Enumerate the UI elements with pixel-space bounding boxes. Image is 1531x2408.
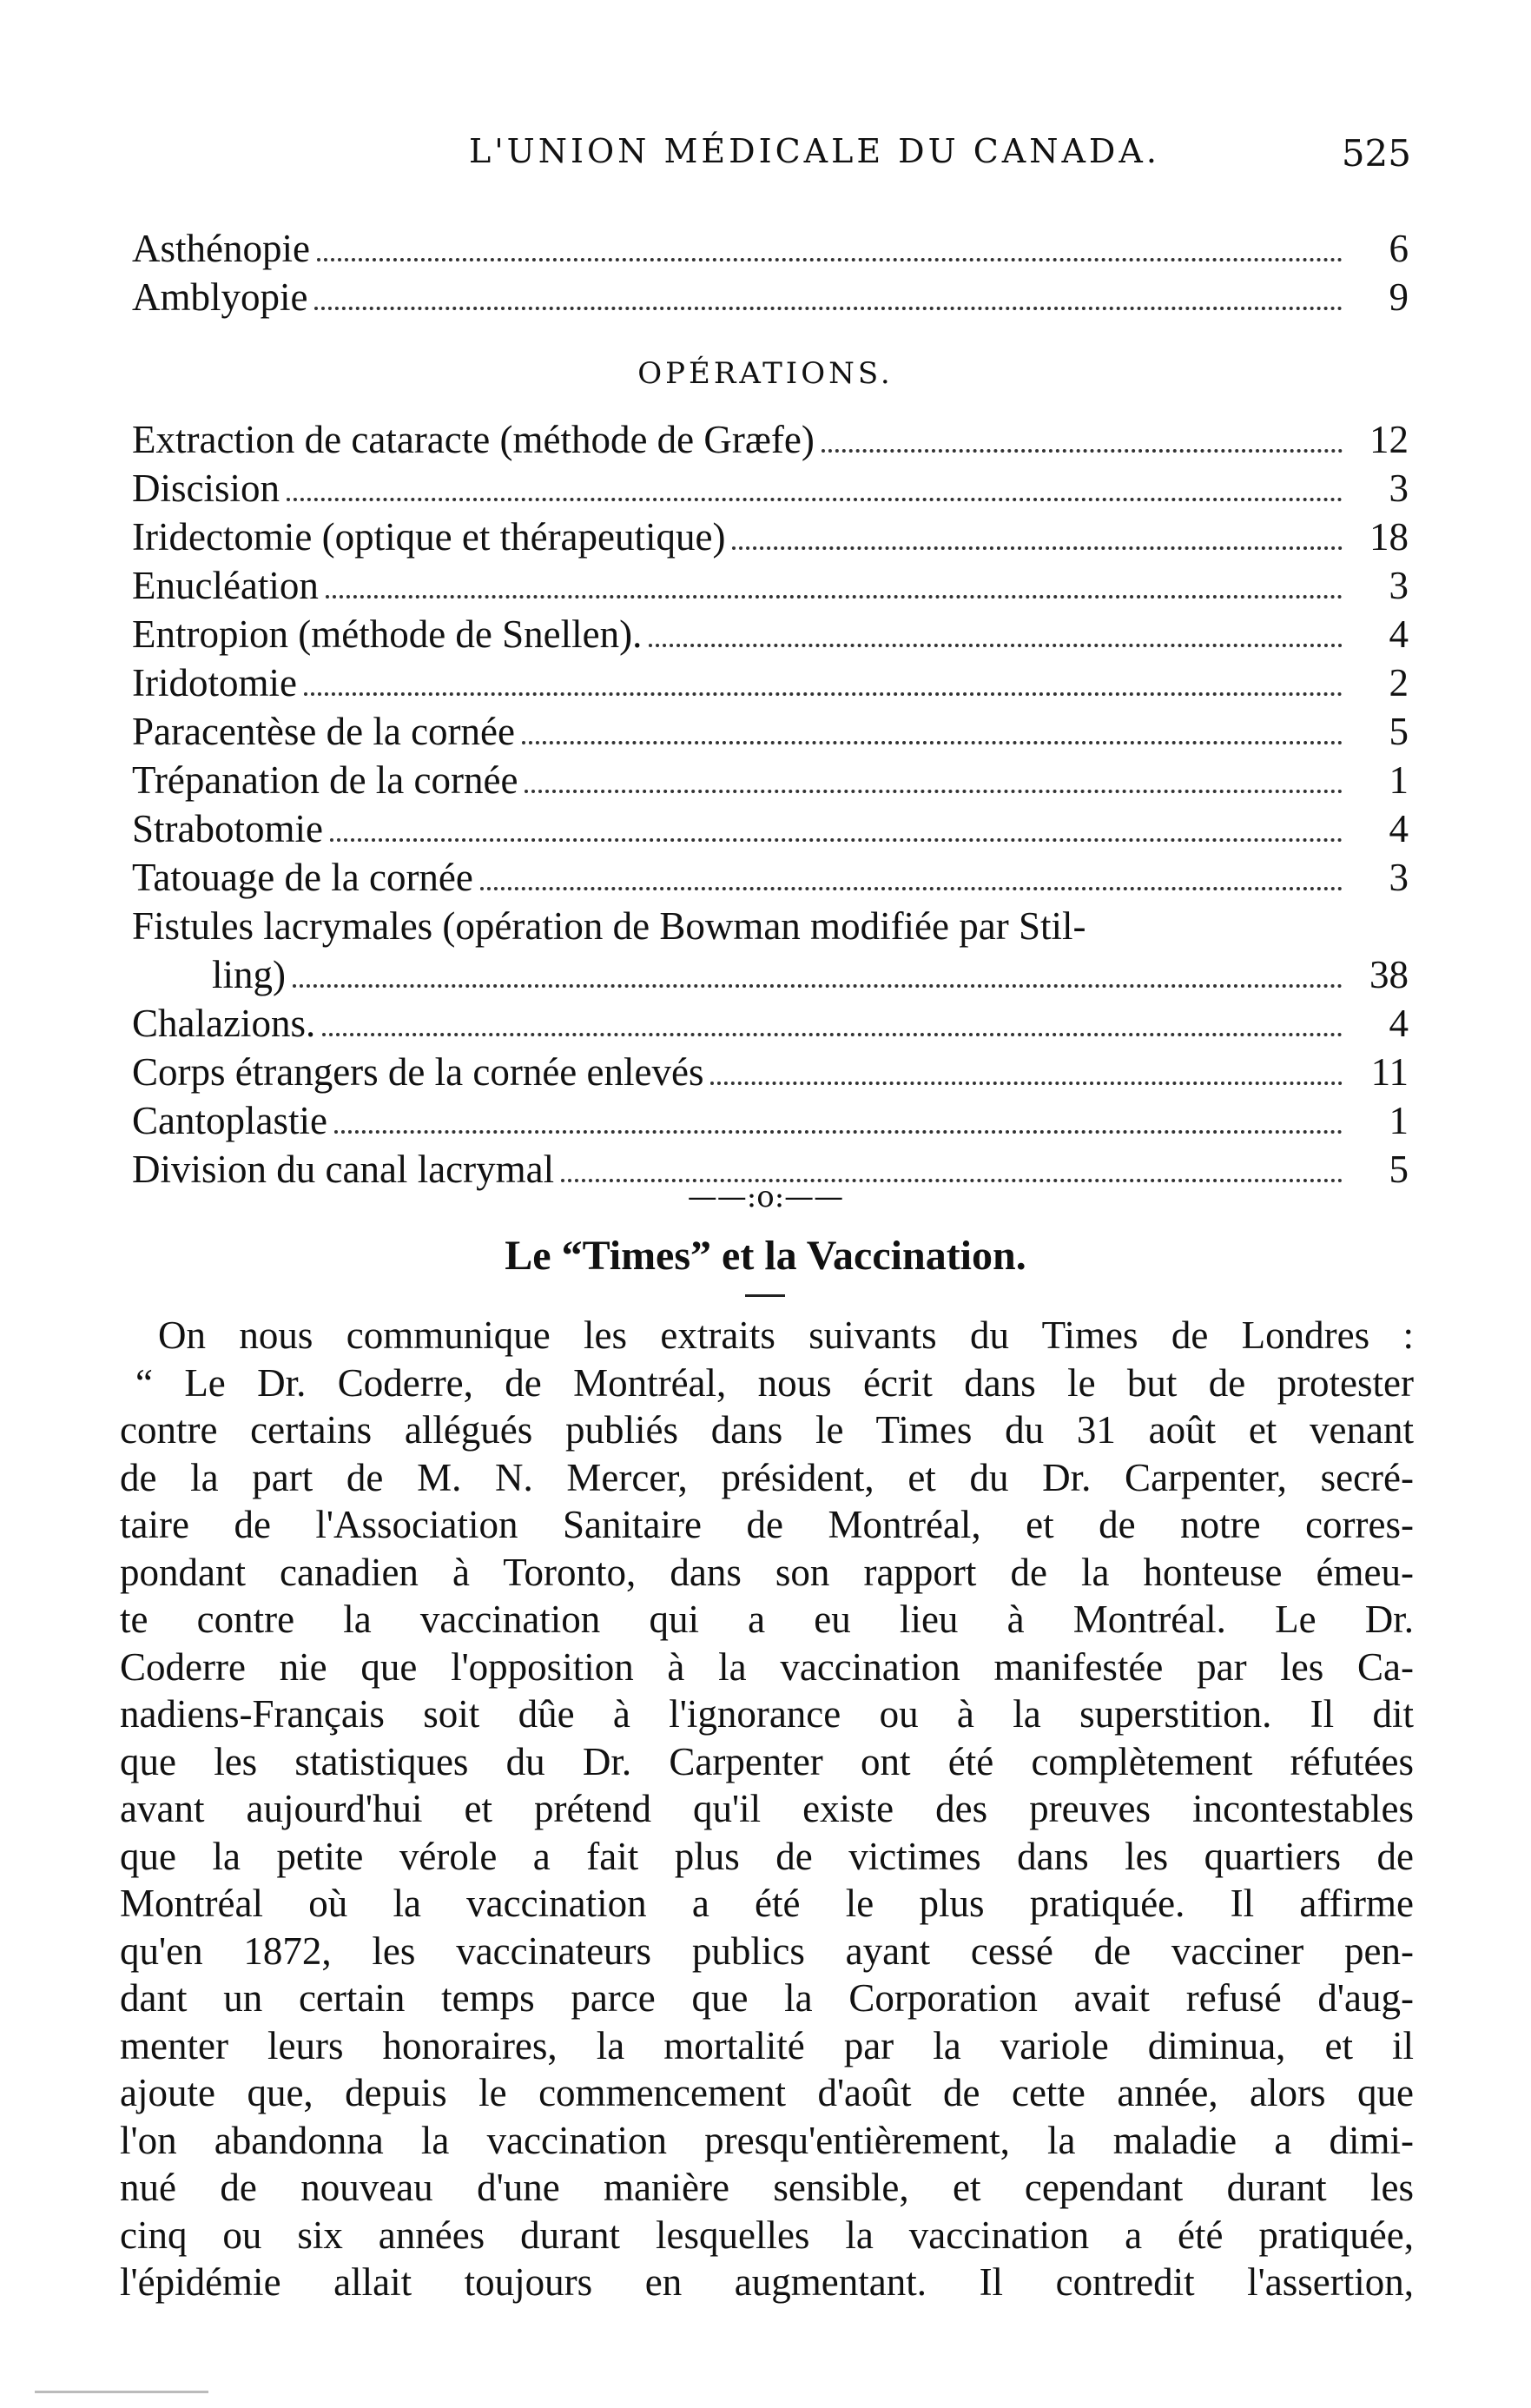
dot-leader xyxy=(522,741,1343,744)
entry-count: 12 xyxy=(1369,418,1409,461)
text-line: Montréal où la vaccination a été le plus pratiquée. Il affirme xyxy=(120,1882,1414,1925)
dot-leader xyxy=(822,449,1343,453)
entry-count: 1 xyxy=(1389,758,1409,802)
list-item xyxy=(132,804,1409,853)
list-item xyxy=(132,1048,1409,1096)
article-body xyxy=(120,1312,1414,2306)
dot-leader xyxy=(334,1130,1343,1134)
entry-label: Corps étrangers de la cornée enlevés xyxy=(132,1050,704,1094)
entry-label: Chalazions. xyxy=(132,1002,316,1045)
text-line: dant un certain temps parce que la Corporation avait refusé d'aug- xyxy=(120,1976,1414,2020)
dot-leader xyxy=(326,595,1343,599)
text-line: avant aujourd'hui et prétend qu'il existe des preuves incontestables xyxy=(120,1787,1414,1830)
list-item xyxy=(132,513,1409,561)
entry-count: 3 xyxy=(1389,466,1409,510)
text-line: qu'en 1872, les vaccinateurs publics ayant cessé de vacciner pen- xyxy=(120,1928,1414,1973)
list-item xyxy=(132,224,1409,273)
entry-label: Tatouage de la cornée xyxy=(132,856,473,899)
list-item-continuation xyxy=(132,950,1409,999)
text-line: pondant canadien à Toronto, dans son rapport de la honteuse émeu- xyxy=(120,1550,1414,1594)
text-line: taire de l'Association Sanitaire de Montréal, et de notre corres- xyxy=(120,1503,1414,1546)
entry-count: 6 xyxy=(1389,227,1409,270)
dot-leader xyxy=(732,546,1343,550)
entry-label: Cantoplastie xyxy=(132,1099,327,1142)
dot-leader xyxy=(330,838,1343,842)
entry-count: 4 xyxy=(1389,1002,1409,1045)
list-item xyxy=(132,1096,1409,1145)
text-line: nadiens-Français soit dûe à l'ignorance ou à la superstition. Il dit xyxy=(120,1692,1414,1736)
list-item xyxy=(132,707,1409,756)
entry-count: 2 xyxy=(1389,661,1409,705)
entry-count: 18 xyxy=(1369,515,1409,559)
entry-label: Strabotomie xyxy=(132,807,323,850)
entry-label: Trépanation de la cornée xyxy=(132,758,518,802)
page-edge-mark xyxy=(35,2391,208,2397)
dot-leader xyxy=(304,692,1343,696)
dot-leader xyxy=(314,307,1343,310)
entry-count: 3 xyxy=(1389,564,1409,607)
section-separator: ——:o:—— xyxy=(687,1180,844,1214)
list-item xyxy=(132,756,1409,804)
text-line: cinq ou six années durant lesquelles la vaccination a été pratiquée, xyxy=(120,2213,1414,2257)
text-line: que les statistiques du Dr. Carpenter ont été complètement réfutées xyxy=(120,1739,1414,1783)
operations-heading: OPÉRATIONS. xyxy=(637,356,894,391)
text-line: de la part de M. N. Mercer, président, et du Dr. Carpenter, secré- xyxy=(120,1455,1414,1499)
entry-label: Asthénopie xyxy=(132,227,310,270)
entry-count: 9 xyxy=(1389,275,1409,319)
text-line: l'on abandonna la vaccination presqu'entièrement, la maladie a dimi- xyxy=(120,2118,1414,2162)
dot-leader xyxy=(525,790,1343,793)
article-title: Le “Times” et la Vaccination. xyxy=(505,1233,1026,1279)
entry-label: Division du canal lacrymal xyxy=(132,1148,555,1191)
page-number: 525 xyxy=(1341,132,1411,175)
list-item xyxy=(132,415,1409,464)
text-line: te contre la vaccination qui a eu lieu à Montréal. Le Dr. xyxy=(120,1598,1414,1641)
entry-count: 3 xyxy=(1389,856,1409,899)
list-item xyxy=(132,610,1409,658)
list-item xyxy=(132,853,1409,902)
entry-count: 38 xyxy=(1369,953,1409,996)
entry-count: 1 xyxy=(1389,1099,1409,1142)
title-rule xyxy=(745,1294,785,1297)
entry-label: Extraction de cataracte (méthode de Græfe) xyxy=(132,418,815,461)
entry-count: 5 xyxy=(1389,710,1409,753)
text-line: contre certains allégués publiés dans le Times du 31 août et venant xyxy=(120,1408,1414,1452)
list-item xyxy=(132,464,1409,513)
list-item xyxy=(132,273,1409,321)
list-item xyxy=(132,561,1409,610)
entry-label: Enucléation xyxy=(132,564,319,607)
running-title: L'UNION MÉDICALE DU CANADA. xyxy=(469,132,1160,170)
entry-count: 11 xyxy=(1370,1050,1409,1094)
dot-leader xyxy=(287,498,1343,501)
text-line: ajoute que, depuis le commencement d'août de cette année, alors que xyxy=(120,2071,1414,2114)
list-item xyxy=(132,902,1409,950)
text-line: nué de nouveau d'une manière sensible, et cependant durant les xyxy=(120,2166,1414,2209)
entry-label: Entropion (méthode de Snellen). xyxy=(132,612,643,656)
entry-count: 5 xyxy=(1389,1148,1409,1191)
dot-leader xyxy=(317,258,1343,261)
entry-label: Iridotomie xyxy=(132,661,297,705)
dot-leader xyxy=(322,1033,1343,1036)
entry-label: Fistules lacrymales (opération de Bowman modifiée par Stil- xyxy=(132,904,1086,948)
text-line: “ Le Dr. Coderre, de Montréal, nous écrit dans le but de protester xyxy=(135,1360,1414,1405)
text-line: menter leurs honoraires, la mortalité par la variole diminua, et il xyxy=(120,2023,1414,2067)
dot-leader xyxy=(710,1082,1343,1085)
entry-label-continuation: ling) xyxy=(212,953,286,996)
list-item xyxy=(132,999,1409,1048)
text-line: que la petite vérole a fait plus de victimes dans les quartiers de xyxy=(120,1834,1414,1878)
entry-label: Amblyopie xyxy=(132,275,308,319)
list-item xyxy=(132,658,1409,707)
dot-leader xyxy=(293,984,1343,988)
operations-list xyxy=(132,415,1409,1194)
dot-leader xyxy=(480,887,1343,890)
entry-label: Discision xyxy=(132,466,280,510)
entry-count: 4 xyxy=(1389,807,1409,850)
text-line: Coderre nie que l'opposition à la vaccination manifestée par les Ca- xyxy=(120,1644,1414,1689)
running-header xyxy=(469,132,1411,184)
entry-label: Paracentèse de la cornée xyxy=(132,710,515,753)
diagnosis-list xyxy=(132,224,1409,321)
entry-count: 4 xyxy=(1389,612,1409,656)
entry-label: Iridectomie (optique et thérapeutique) xyxy=(132,515,726,559)
text-line: On nous communique les extraits suivants du Times de Londres : xyxy=(158,1313,1414,1357)
dot-leader xyxy=(649,644,1343,647)
text-line: l'épidémie allait toujours en augmentant. Il contredit l'assertion, xyxy=(120,2260,1414,2304)
